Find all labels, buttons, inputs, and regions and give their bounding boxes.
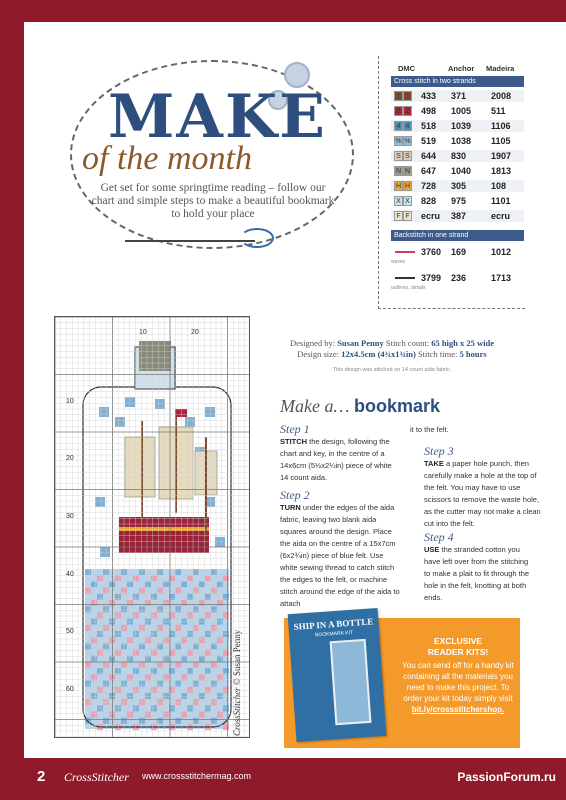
watermark: PassionForum.ru [457,770,556,784]
wave-stitch [127,581,133,587]
bubble-stitch [155,399,165,409]
wave-stitch [151,705,157,711]
wave-stitch [109,693,115,699]
key-row [391,195,524,207]
wave-stitch [199,581,205,587]
symbol-swatch-icon: 4 4 [393,121,413,131]
wave-stitch [127,600,133,606]
key-anchor-value: 1038 [451,136,472,146]
chart-vertical-credit: CrossStitcher © Susan Penny [232,629,242,736]
key-anchor-value: 169 [451,247,467,257]
wave-stitch [109,637,115,643]
bubble-stitch [100,547,110,557]
wave-stitch [223,724,229,730]
symbol-swatch-icon: F F [393,211,413,221]
key-dmc-value: 3760 [421,247,442,257]
wave-stitch [103,625,109,631]
wave-stitch [127,712,133,718]
chart-side-tick: 20 [66,455,74,462]
wave-stitch [145,600,151,606]
wave-stitch [193,625,199,631]
wave-stitch [157,643,163,649]
wave-stitch [145,693,151,699]
wave-stitch [133,705,139,711]
key-anchor-value: 371 [451,91,467,101]
bubble-stitch [205,407,215,417]
step-4-text: USE the stranded cotton you have left over from the stitching to make a plait to fit through the hole in the felt, knotting at both ends. [424,545,530,602]
wave-stitch [91,637,97,643]
wave-stitch [103,662,109,668]
key-anchor-value: 830 [451,151,467,161]
wave-stitch [223,705,229,711]
wave-stitch [181,600,187,606]
wave-stitch [199,600,205,606]
wave-stitch [217,637,223,643]
wave-stitch [85,606,91,612]
wave-stitch [151,631,157,637]
key-col-madeira: Madeira [486,64,515,73]
title-make: MAKE [108,82,327,152]
wave-stitch [97,575,103,581]
bubble-stitch [115,417,125,427]
wave-stitch [139,718,145,724]
symbol-swatch-icon: ↑ ↑ [393,91,413,101]
wave-stitch [91,712,97,718]
key-row [391,105,524,117]
symbol-swatch-icon: H H [395,183,411,190]
key-row [391,165,524,177]
step-2-continued: it to the felt. [410,425,449,434]
wave-stitch [127,693,133,699]
wave-stitch [139,662,145,668]
wave-stitch [157,606,163,612]
key-anchor-value: 1039 [451,121,472,131]
step-1-text: STITCH the design, following the chart and key, in the centre of a 14x6cm (5½x2¼in) piece of white 14 count aida. [280,437,392,482]
wave-stitch [139,643,145,649]
key-anchor-value: 1040 [451,166,472,176]
wave-stitch [217,712,223,718]
wave-stitch [97,631,103,637]
wave-stitch [127,656,133,662]
chart-side-tick: 30 [66,513,74,520]
wave-stitch [109,674,115,680]
step-1-title: Step 1 [280,422,310,436]
key-madeira-value: 1105 [491,136,511,146]
step-3-text: TAKE a paper hole punch, then carefully make a hole at the top of the felt. You may have to use scissors to remove the waste hole, as the cutter may not make a clean cut into the felt. [424,459,541,528]
wave-stitch [187,575,193,581]
backstitch-line-icon [395,277,415,279]
key-anchor-value: 975 [451,196,467,206]
mast [205,437,207,537]
wave-stitch [217,581,223,587]
key-madeira-value: 1012 [491,247,512,257]
wave-stitch [127,674,133,680]
wave-stitch [217,693,223,699]
wave-stitch [133,575,139,581]
key-dmc-value: 828 [421,196,437,206]
intro-text: Get set for some springtime reading – follow our chart and simple steps to make a beautiful bookmark to hold your place [91,182,335,220]
wave-stitch [103,643,109,649]
wave-stitch [109,600,115,606]
wave-stitch [193,681,199,687]
key-madeira-value: 2008 [491,91,512,101]
wave-stitch [97,612,103,618]
key-section-back: Backstitch in one strand [391,230,524,241]
wave-stitch [157,681,163,687]
key-row [391,120,524,132]
key-dmc-value: 498 [421,106,437,116]
flag [175,409,187,417]
wave-stitch [139,588,145,594]
wave-stitch [157,588,163,594]
page-footer [0,758,566,800]
hull-stripe [119,527,209,531]
chart-side-tick: 10 [66,398,74,405]
magazine-brand: CrossStitcher [64,770,129,784]
bubble-stitch [99,407,109,417]
backstitch-note: outlines, details [391,285,426,291]
wave-stitch [199,693,205,699]
wave-stitch [199,637,205,643]
symbol-swatch-icon: Z Z [393,106,413,116]
wave-stitch [133,687,139,693]
wave-stitch [97,687,103,693]
wave-stitch [199,674,205,680]
wave-stitch [157,718,163,724]
wave-stitch [85,588,91,594]
step-2-text: TURN under the edges of the aida fabric, leaving two blank aida squares around the design. Place the aida on the centre of a 15x7cm (6x2¾in) piece of blue felt. Use white sewing thread to catch stitch the edges to the felt, or machine stitch around the edge of the aida to attach [280,503,400,608]
backstitch-line-icon [395,251,415,253]
wave-stitch [223,575,229,581]
chart-top-tick: 20 [191,329,199,336]
wave-stitch [193,662,199,668]
wave-stitch [199,712,205,718]
wave-stitch [223,612,229,618]
wave-stitch [145,656,151,662]
bubble-stitch [95,497,105,507]
wave-stitch [127,637,133,643]
key-row [391,90,524,102]
wave-stitch [163,693,169,699]
wave-stitch [181,712,187,718]
wave-stitch [181,674,187,680]
bubble-stitch [185,417,195,427]
wave-stitch [151,687,157,693]
wave-stitch [193,588,199,594]
key-dmc-value: 728 [421,181,437,191]
design-credits: Designed by: Susan Penny Stitch count: 65 high x 25 wide Design size: 12x4.5cm (4¾x1¾in) Stitch time: 5 hours [289,338,495,359]
key-anchor-value: 1005 [451,106,472,116]
key-col-anchor: Anchor [448,64,475,73]
wave-stitch [193,718,199,724]
wave-stitch [115,631,121,637]
ship-hull [119,517,209,553]
sail [125,437,155,497]
key-madeira-value: 1106 [491,121,511,131]
wave-stitch [133,612,139,618]
key-madeira-value: 1813 [491,166,512,176]
wave-stitch [163,674,169,680]
wave-stitch [109,581,115,587]
key-row [391,135,524,147]
key-col-dmc: DMC [398,64,416,73]
wave-stitch [151,612,157,618]
key-dmc-value: 3799 [421,273,442,283]
wave-stitch [193,643,199,649]
wave-stitch [133,631,139,637]
chart-side-tick: 60 [66,686,74,693]
wave-stitch [157,662,163,668]
wave-stitch [199,656,205,662]
wave-stitch [187,705,193,711]
key-anchor-value: 305 [451,181,467,191]
wave-stitch [103,718,109,724]
key-anchor-value: 236 [451,273,467,283]
wave-stitch [217,674,223,680]
wave-stitch [223,631,229,637]
wave-stitch [181,637,187,643]
step-3-title: Step 3 [424,444,454,458]
step-2-title: Step 2 [280,488,310,502]
magazine-url[interactable]: www.crossstitchermag.com [142,771,252,781]
symbol-swatch-icon: % % [395,138,411,145]
page-number: 2 [37,768,46,785]
wave-stitch [139,681,145,687]
key-dmc-value: ecru [421,211,441,221]
wave-stitch [145,637,151,643]
cross-stitch-chart [54,316,250,738]
wave-stitch [91,600,97,606]
key-dmc-value: 647 [421,166,437,176]
wave-stitch [91,656,97,662]
key-madeira-value: 1713 [491,273,512,283]
fabric-note: This design was stitched on 14 count aida fabric. [332,367,452,373]
wave-stitch [181,581,187,587]
chart-side-tick: 40 [66,571,74,578]
wave-stitch [187,631,193,637]
bubble-stitch [125,397,135,407]
wave-stitch [193,606,199,612]
bookmark-heading: Make a… bookmark [280,396,441,416]
key-dmc-value: 519 [421,136,437,146]
symbol-swatch-icon: X X [393,196,413,206]
bubble-stitch [215,537,225,547]
wave-stitch [145,581,151,587]
wave-stitch [115,705,121,711]
key-madeira-value: ecru [491,211,511,221]
cork [139,341,171,371]
backstitch-note: waves [391,259,406,265]
key-row [391,180,524,192]
wave-stitch [115,687,121,693]
wave-stitch [163,637,169,643]
wave-stitch [217,600,223,606]
key-dmc-value: 644 [421,151,437,161]
wave-stitch [187,612,193,618]
symbol-swatch-icon: N N [395,168,411,175]
wave-stitch [145,674,151,680]
wave-stitch [163,712,169,718]
wave-stitch [91,674,97,680]
key-madeira-value: 1907 [491,151,512,161]
wave-stitch [163,600,169,606]
wave-stitch [103,606,109,612]
chart-top-tick: 10 [139,329,147,336]
wave-stitch [139,625,145,631]
wave-stitch [85,681,91,687]
key-dmc-value: 518 [421,121,437,131]
key-madeira-value: 511 [491,106,506,116]
key-madeira-value: 108 [491,181,507,191]
bookmark-image [330,639,372,725]
wave-stitch [97,705,103,711]
wave-stitch [85,625,91,631]
wave-stitch [181,693,187,699]
symbol-swatch-icon: S S [393,151,413,161]
wave-stitch [163,581,169,587]
key-dmc-value: 433 [421,91,437,101]
kit-offer-text: EXCLUSIVE READER KITS! You can send off for a handy kit containing all the materials you need to make this project. To order your kit today simply visit bit.ly/crossstitchershop. [398,636,518,715]
wave-stitch [103,681,109,687]
kit-link[interactable]: bit.ly/crossstitchershop. [411,705,505,714]
key-row [391,210,524,222]
wave-stitch [109,656,115,662]
wave-stitch [91,693,97,699]
kit-box-image: SHIP IN A BOTTLE BOOKMARK KIT [288,608,387,742]
wave-stitch [157,625,163,631]
thread-icon [240,228,274,248]
wave-stitch [217,656,223,662]
chart-side-tick: 50 [66,628,74,635]
wave-stitch [187,687,193,693]
wave-stitch [85,643,91,649]
wave-stitch [163,656,169,662]
wave-stitch [103,588,109,594]
wave-stitch [115,575,121,581]
title-of-the-month: of the month [82,140,252,177]
wave-stitch [181,656,187,662]
wave-stitch [145,712,151,718]
key-anchor-value: 387 [451,211,467,221]
wave-stitch [85,662,91,668]
key-madeira-value: 1101 [491,196,511,206]
wave-stitch [91,581,97,587]
key-row [391,150,524,162]
backstitch-row [391,272,524,284]
wave-stitch [151,575,157,581]
key-section-cross: Cross stitch in two strands [391,76,524,87]
needle-icon [125,240,255,242]
wave-stitch [223,687,229,693]
step-4-title: Step 4 [424,530,454,544]
mast [175,413,177,513]
wave-stitch [139,606,145,612]
wave-stitch [115,612,121,618]
backstitch-row [391,246,524,258]
wave-stitch [109,712,115,718]
